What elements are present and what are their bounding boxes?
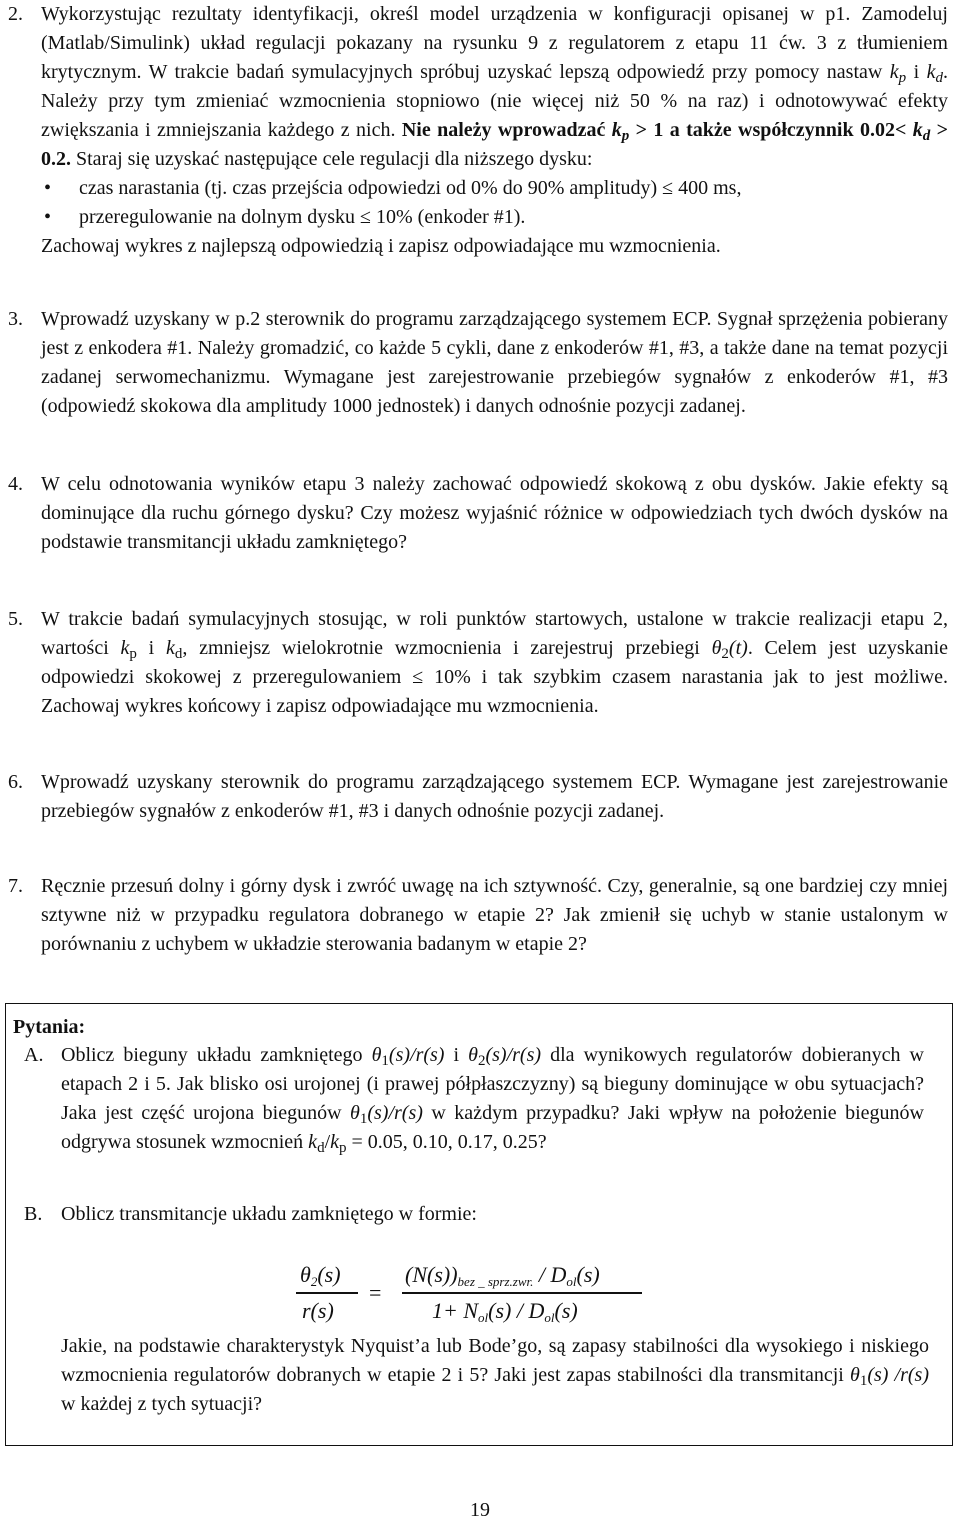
question-label: A. <box>24 1044 44 1066</box>
subscript-p: p <box>898 70 907 86</box>
questions-title: Pytania: <box>13 1016 86 1038</box>
formula-rhs-numerator: (N(s))bez _ sprz.zwr. / Dol(s) <box>405 1262 600 1289</box>
symbol-ratio: (s) /r(s) <box>867 1364 929 1386</box>
subscript-p: p <box>621 128 630 144</box>
subscript-d: d <box>317 1140 325 1156</box>
transfer-function-formula <box>292 1260 652 1324</box>
subscript-1: 1 <box>359 1111 368 1127</box>
text-run: W trakcie badań symulacyjnych stosując, w roli punktów startowych, ustalone w trakcie realizacji etapu 2, wartości <box>41 608 948 659</box>
list-item-7 <box>8 872 948 959</box>
symbol-k: k <box>120 637 130 659</box>
item-body <box>41 0 948 232</box>
question-b <box>24 1200 924 1229</box>
bullet-icon: • <box>44 206 52 228</box>
bold-warning: > 0.2. <box>41 119 949 170</box>
subscript-2: 2 <box>477 1053 486 1069</box>
item-body: Wprowadź uzyskany w p.2 sterownik do programu zarządzającego systemem ECP. Sygnał sprzężenia pobierany jest z enkodera #1. Należy gromadzić, co każde 5 cykli, dane z enkoderów #1, #3, a także dane na temat pozycji zadanej serwomechanizmu. Wymagane jest zarejestrowanie przebiegów sygnałów z enkoderów #1, #3 (odpowiedź skokowa dla amplitudy 1000 jednostek) i danych odnośnie pozycji zadanej. <box>41 308 948 417</box>
symbol-k: k <box>912 119 923 141</box>
subscript-d: d <box>922 128 931 144</box>
symbol-k: k <box>330 1131 340 1153</box>
symbol-k: k <box>926 61 936 83</box>
question-a <box>24 1041 924 1157</box>
subscript-1: 1 <box>381 1053 389 1069</box>
symbol-t: (t) <box>728 637 748 659</box>
symbol-theta: θ <box>711 637 722 659</box>
symbol-theta: θ <box>849 1364 860 1386</box>
formula-lhs-denominator: r(s) <box>302 1298 334 1323</box>
item-number: 6. <box>8 771 23 793</box>
subscript-2: 2 <box>721 646 729 662</box>
symbol-k: k <box>165 637 175 659</box>
item-body: Wprowadź uzyskany sterownik do programu zarządzającego systemem ECP. Wymagane jest zarejestrowanie przebiegów sygnałów z enkoderów #1, #3 i danych odnośnie pozycji zadanej. <box>41 771 948 822</box>
bold-warning: > 1 a także współczynnik 0.02< <box>629 119 913 141</box>
questions-box <box>5 1003 953 1446</box>
text-run: Wykorzystując rezultaty identyfikacji, określ model urządzenia w konfiguracji opisanej w p1. Zamodeluj (Matlab/Simulink) układ regulacji pokazany na rysunku 9 z regulatorem z etapu 11 ćw. 3 z tłumieniem krytycznym. W trakcie badań symulacyjnych spróbuj uzyskać lepszą odpowiedź przy pomocy nastaw <box>41 3 948 83</box>
subscript-d: d <box>174 646 183 662</box>
question-body <box>61 1041 924 1157</box>
list-item-6 <box>8 768 948 826</box>
page-number: 19 <box>470 1499 490 1521</box>
list-item-5 <box>8 605 948 721</box>
text-run: . Należy przy tym zmieniać wzmocnienia stopniowo (nie więcej niż 50 % na raz) i odnotowywać efekty zwiększania i zmniejszania każdego z nich. <box>41 61 948 141</box>
symbol-theta: θ <box>350 1102 360 1124</box>
symbol-theta: θ <box>468 1044 478 1066</box>
symbol-theta: θ <box>371 1044 382 1066</box>
list-item-3 <box>8 305 948 421</box>
text-run: Jakie, na podstawie charakterystyk Nyquist’a lub Bode’go, są zapasy stabilności dla wysokiego i niskiego wzmocnienia regulatorów dobranych w etapie 2 i 5? Jaki jest zapas stabilności dla transmitancji <box>61 1335 929 1386</box>
symbol-ratio: (s)/r(s) <box>388 1044 445 1066</box>
text-run: Oblicz bieguny układu zamkniętego <box>61 1044 372 1066</box>
goal-rise-time <box>41 174 948 203</box>
bullet-icon: • <box>44 177 52 199</box>
subscript-p: p <box>129 646 137 662</box>
symbol-ratio: (s)/r(s) <box>485 1044 542 1066</box>
bullet-text: przeregulowanie na dolnym dysku ≤ 10% (enkoder #1). <box>79 206 526 228</box>
text-run: / <box>324 1131 331 1153</box>
formula-lhs-fraction-line <box>296 1292 358 1294</box>
item-paragraph <box>41 0 948 174</box>
text-run: , zmniejsz wielokrotnie wzmocnienia i zarejestruj przebiegi <box>182 637 712 659</box>
goals-list <box>41 174 948 232</box>
text-run: dla wynikowych regulatorów dobieranych w etapach 2 i 5. Jak blisko osi urojonej (i prawej półpłaszczyzny) są bieguny dominujące w obu sytuacjach? Jaka jest część urojona biegunów <box>61 1044 924 1124</box>
question-b-followup <box>61 1332 929 1419</box>
symbol-ratio: (s)/r(s) <box>367 1102 423 1124</box>
list-item-2 <box>8 0 948 261</box>
subscript-1: 1 <box>859 1373 868 1389</box>
item-body: Ręcznie przesuń dolny i górny dysk i zwróć uwagę na ich sztywność. Czy, generalnie, są one bardziej czy mniej sztywne niż w przypadku regulatora dobranego w etapie 2? Jak zmienił się uchyb w stanie ustalonym w porównaniu z uchybem w układzie sterowania badanym w etapie 2? <box>41 875 948 955</box>
text-run: i <box>906 61 927 83</box>
question-label: B. <box>24 1203 43 1225</box>
item-body <box>41 605 948 721</box>
formula-equals: = <box>369 1280 382 1305</box>
subscript-d: d <box>935 70 943 86</box>
formula-rhs-denominator: 1+ Nol(s) / Dol(s) <box>432 1298 578 1325</box>
text-run: . Celem jest uzyskanie odpowiedzi skokowej z przeregulowaniem ≤ 10% i tak szybkim czasem narastania jak to jest możliwe. Zachowaj wykres końcowy i zapisz odpowiadające mu wzmocnienia. <box>41 637 948 717</box>
item-closing: Zachowaj wykres z najlepszą odpowiedzią i zapisz odpowiadające mu wzmocnienia. <box>41 235 721 257</box>
bullet-text: czas narastania (tj. czas przejścia odpowiedzi od 0% do 90% amplitudy) ≤ 400 ms, <box>79 177 742 199</box>
goal-overshoot <box>41 203 948 232</box>
item-number: 4. <box>8 473 23 495</box>
formula-lhs-numerator: θ2(s) <box>300 1262 341 1289</box>
text-run: w każdej z tych sytuacji? <box>61 1393 263 1415</box>
symbol-k: k <box>611 119 622 141</box>
text-run: i <box>136 637 166 659</box>
item-number: 3. <box>8 308 23 330</box>
text-run: Staraj się uzyskać następujące cele regulacji dla niższego dysku: <box>71 148 593 170</box>
formula-rhs-fraction-line <box>402 1292 642 1294</box>
item-number: 7. <box>8 875 23 897</box>
question-intro: Oblicz transmitancje układu zamkniętego w formie: <box>61 1203 477 1225</box>
symbol-k: k <box>889 61 899 83</box>
item-body: W celu odnotowania wyników etapu 3 należy zachować odpowiedź skokową z obu dysków. Jakie efekty są dominujące dla ruchu górnego dysku? Czy możesz wyjaśnić różnice w odpowiedziach tych dwóch dysków na podstawie transmitancji układu zamkniętego? <box>41 473 948 553</box>
bold-warning: Nie należy wprowadzać <box>401 119 612 141</box>
text-run: i <box>444 1044 469 1066</box>
symbol-k: k <box>308 1131 318 1153</box>
text-run: = 0.05, 0.10, 0.17, 0.25? <box>346 1131 547 1153</box>
item-number: 2. <box>8 3 23 25</box>
item-number: 5. <box>8 608 23 630</box>
list-item-4 <box>8 470 948 557</box>
text-run: w każdym przypadku? Jaki wpływ na położenie biegunów odgrywa stosunek wzmocnień <box>61 1102 924 1153</box>
subscript-p: p <box>339 1140 347 1156</box>
